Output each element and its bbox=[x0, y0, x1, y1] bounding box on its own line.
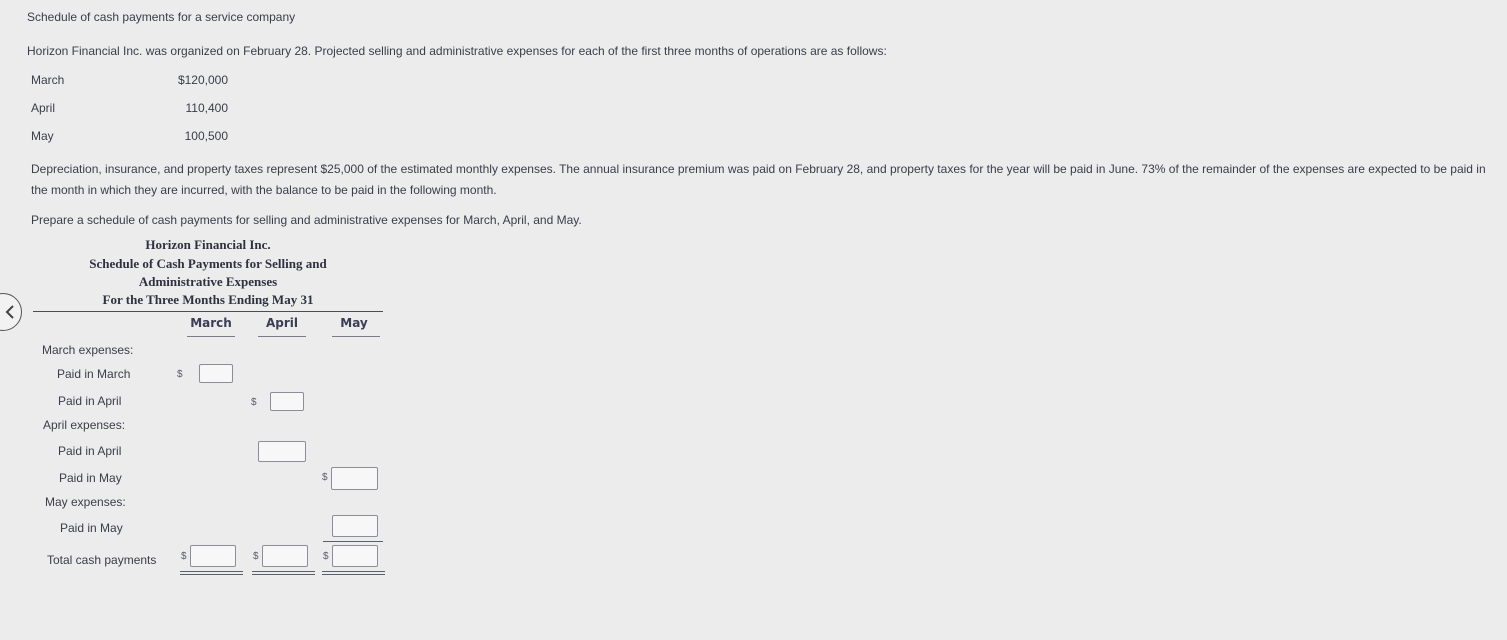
row-label-april-expenses: April expenses: bbox=[43, 418, 126, 432]
header-rule bbox=[33, 311, 383, 312]
column-underline-march bbox=[187, 336, 235, 337]
row-label-paid-in-march: Paid in March bbox=[57, 367, 131, 381]
march-paid-in-march-input[interactable] bbox=[199, 364, 233, 383]
column-header-may: May bbox=[340, 316, 368, 330]
chevron-left-icon bbox=[5, 305, 15, 319]
problem-intro: Horizon Financial Inc. was organized on February 28. Projected selling and administrative expenses for each of the first three months of operations are as follows: bbox=[27, 44, 887, 58]
currency-symbol: $ bbox=[177, 369, 183, 380]
schedule-title-line1: Schedule of Cash Payments for Selling and bbox=[89, 256, 327, 271]
double-rule-march-1 bbox=[180, 571, 243, 572]
problem-title: Schedule of cash payments for a service company bbox=[27, 10, 296, 24]
double-rule-may-2 bbox=[322, 574, 385, 575]
total-april-input[interactable] bbox=[262, 545, 308, 567]
double-rule-april-2 bbox=[252, 574, 315, 575]
currency-symbol: $ bbox=[253, 551, 259, 562]
currency-symbol: $ bbox=[323, 551, 329, 562]
column-underline-april bbox=[258, 336, 306, 337]
double-rule-may-1 bbox=[322, 571, 385, 572]
may-paid-may-expenses-input[interactable] bbox=[332, 515, 378, 537]
column-header-april: April bbox=[265, 316, 299, 330]
currency-symbol: $ bbox=[251, 397, 257, 408]
problem-paragraph: Depreciation, insurance, and property taxes represent $25,000 of the estimated monthly expenses. The annual insurance premium was paid on February 28, and property taxes for the year will be paid in June. 73% of the remainder of the expenses are expected to be paid in the month in which they are incurred, with the balance to be paid in the following month. bbox=[31, 162, 1486, 197]
april-paid-april-expenses-input[interactable] bbox=[258, 441, 306, 462]
row-label-may-expenses: May expenses: bbox=[45, 495, 126, 509]
currency-symbol: $ bbox=[181, 551, 187, 562]
schedule-title-line2: Administrative Expenses bbox=[138, 274, 278, 289]
double-rule-march-2 bbox=[180, 574, 243, 575]
row-label-paid-in-april: Paid in April bbox=[58, 444, 122, 458]
expense-amount-march: $120,000 bbox=[177, 73, 228, 87]
expense-month-april: April bbox=[31, 101, 56, 115]
currency-symbol: $ bbox=[322, 472, 328, 483]
schedule-company: Horizon Financial Inc. bbox=[145, 237, 271, 252]
column-header-march: March bbox=[190, 316, 232, 330]
total-march-input[interactable] bbox=[190, 545, 236, 567]
row-label-paid-in-may: Paid in May bbox=[59, 471, 122, 485]
expense-amount-april: 110,400 bbox=[185, 101, 228, 115]
back-button[interactable] bbox=[0, 293, 22, 331]
expense-amount-may: 100,500 bbox=[184, 129, 228, 143]
row-label-march-expenses: March expenses: bbox=[42, 343, 134, 357]
total-may-input[interactable] bbox=[332, 545, 378, 567]
april-paid-march-expenses-input[interactable] bbox=[270, 392, 304, 411]
row-label-paid-in-april: Paid in April bbox=[58, 394, 122, 408]
schedule-period: For the Three Months Ending May 31 bbox=[102, 292, 314, 307]
expense-month-may: May bbox=[31, 129, 54, 143]
row-label-total: Total cash payments bbox=[47, 553, 157, 567]
problem-instruction: Prepare a schedule of cash payments for selling and administrative expenses for March, April, and May. bbox=[31, 213, 582, 227]
row-label-paid-in-may: Paid in May bbox=[60, 521, 123, 535]
may-paid-april-expenses-input[interactable] bbox=[331, 467, 378, 490]
column-underline-may bbox=[332, 336, 380, 337]
expense-month-march: March bbox=[31, 73, 65, 87]
sum-rule-may bbox=[323, 541, 383, 542]
double-rule-april-1 bbox=[252, 571, 315, 572]
